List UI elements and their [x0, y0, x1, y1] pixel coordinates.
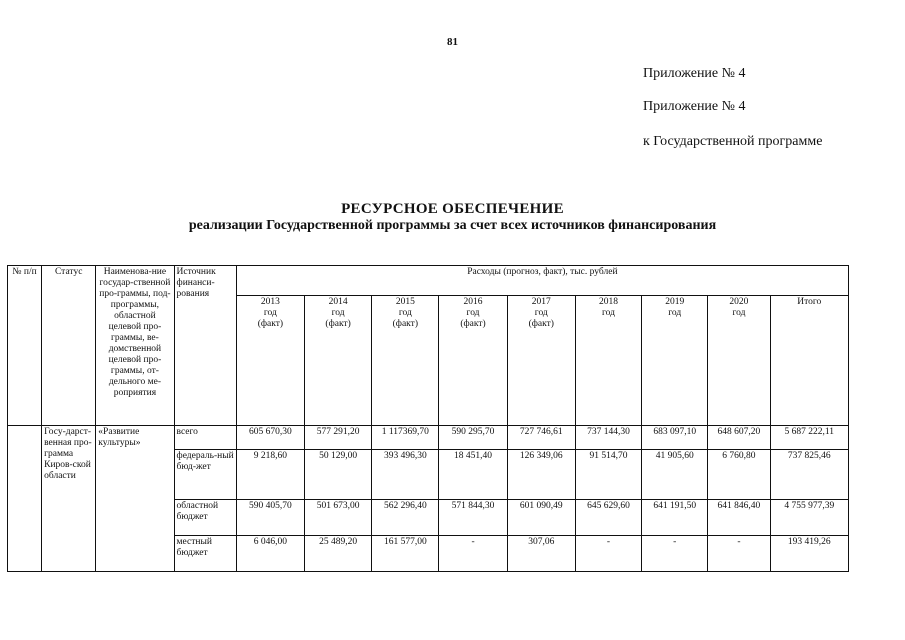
value-cell: 393 496,30 — [372, 450, 439, 500]
header-expenses: Расходы (прогноз, факт), тыс. рублей — [236, 266, 848, 296]
value-cell: 605 670,30 — [236, 426, 304, 450]
value-cell: 25 489,20 — [304, 536, 371, 572]
row-number-cell — [8, 426, 42, 572]
value-cell: 6 760,80 — [708, 450, 770, 500]
program-name-cell: «Развитие культуры» — [96, 426, 174, 572]
source-cell: федераль-ный бюд-жет — [174, 450, 236, 500]
page-number: 81 — [447, 36, 458, 48]
value-cell: 6 046,00 — [236, 536, 304, 572]
value-cell: 737 144,30 — [575, 426, 641, 450]
value-cell: 571 844,30 — [439, 500, 507, 536]
value-cell: 18 451,40 — [439, 450, 507, 500]
appendix-line-2: Приложение № 4 — [643, 99, 746, 114]
document-subtitle: реализации Государственной программы за счет всех источников финансирования — [188, 218, 717, 233]
value-cell: 501 673,00 — [304, 500, 371, 536]
value-cell: 577 291,20 — [304, 426, 371, 450]
status-cell: Госу-дарст-венная про-грамма Киров-ской области — [42, 426, 96, 572]
value-cell: 50 129,00 — [304, 450, 371, 500]
value-cell: 9 218,60 — [236, 450, 304, 500]
header-row-1 — [8, 266, 849, 296]
header-source: Источник финанси-рования — [174, 266, 236, 426]
value-cell: 641 191,50 — [642, 500, 708, 536]
value-cell: 727 746,61 — [507, 426, 575, 450]
total-cell: 5 687 222,11 — [770, 426, 848, 450]
header-total: Итого — [770, 296, 848, 426]
header-year-2014: 2014 год (факт) — [304, 296, 371, 426]
table-row — [8, 426, 849, 450]
header-year-2019: 2019 год — [642, 296, 708, 426]
value-cell: 645 629,60 — [575, 500, 641, 536]
source-cell: всего — [174, 426, 236, 450]
document-title: РЕСУРСНОЕ ОБЕСПЕЧЕНИЕ — [341, 201, 564, 217]
value-cell: 683 097,10 — [642, 426, 708, 450]
header-year-2018: 2018 год — [575, 296, 641, 426]
value-cell: - — [575, 536, 641, 572]
value-cell: 126 349,06 — [507, 450, 575, 500]
header-num: № п/п — [8, 266, 42, 426]
header-year-2015: 2015 год (факт) — [372, 296, 439, 426]
source-cell: областной бюджет — [174, 500, 236, 536]
header-year-2020: 2020 год — [708, 296, 770, 426]
value-cell: 590 295,70 — [439, 426, 507, 450]
total-cell: 193 419,26 — [770, 536, 848, 572]
value-cell: 562 296,40 — [372, 500, 439, 536]
appendix-line-3: к Государственной программе — [643, 134, 823, 149]
value-cell: 1 117369,70 — [372, 426, 439, 450]
value-cell: 91 514,70 — [575, 450, 641, 500]
header-year-2016: 2016 год (факт) — [439, 296, 507, 426]
value-cell: 601 090,49 — [507, 500, 575, 536]
value-cell: 307,06 — [507, 536, 575, 572]
value-cell: - — [439, 536, 507, 572]
value-cell: 590 405,70 — [236, 500, 304, 536]
value-cell: 648 607,20 — [708, 426, 770, 450]
source-cell: местный бюджет — [174, 536, 236, 572]
header-name: Наименова-ние государ-ственной про-граммы, под-программы, областной целевой про-граммы, ве-домственной целевой про-граммы, от-дельного ме-роприятия — [96, 266, 174, 426]
value-cell: 161 577,00 — [372, 536, 439, 572]
value-cell: 641 846,40 — [708, 500, 770, 536]
appendix-line-1: Приложение № 4 — [643, 66, 746, 81]
header-year-2017: 2017 год (факт) — [507, 296, 575, 426]
header-status: Статус — [42, 266, 96, 426]
resource-table — [7, 265, 849, 572]
total-cell: 737 825,46 — [770, 450, 848, 500]
value-cell: - — [642, 536, 708, 572]
value-cell: 41 905,60 — [642, 450, 708, 500]
header-year-2013: 2013 год (факт) — [236, 296, 304, 426]
value-cell: - — [708, 536, 770, 572]
total-cell: 4 755 977,39 — [770, 500, 848, 536]
